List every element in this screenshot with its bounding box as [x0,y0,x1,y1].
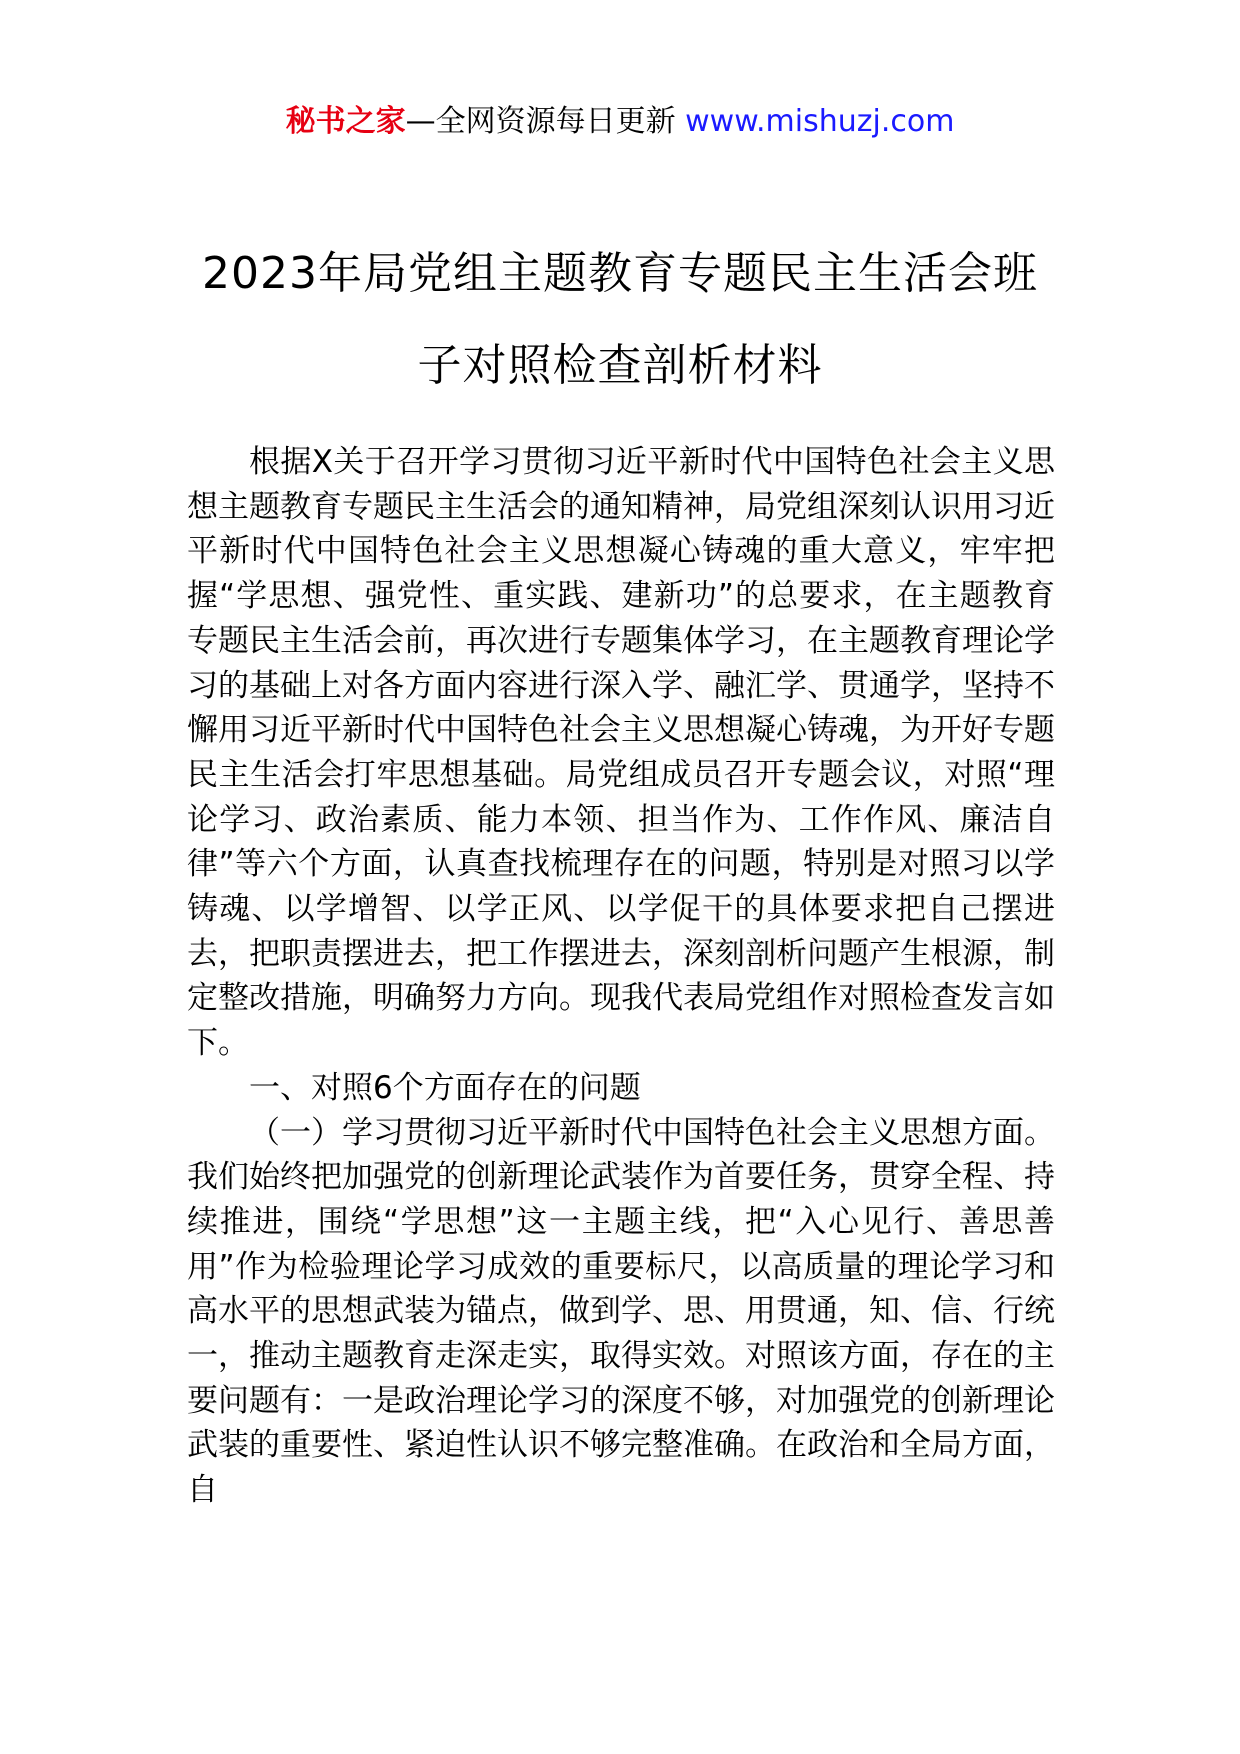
title-line-2: 子对照检查剖析材料 [417,340,823,391]
header-slogan: —全网资源每日更新 [405,104,676,139]
site-url-link[interactable]: www.mishuzj.com [685,104,955,139]
document-body [187,440,1055,1513]
brand-name: 秘书之家 [285,104,406,139]
intro-paragraph: 根据X关于召开学习贯彻习近平新时代中国特色社会主义思想主题教育专题民主生活会的通知精神，局党组深刻认识用习近平新时代中国特色社会主义思想凝心铸魂的重大意义，牢牢把握“学思想、强党性、重实践、建新功”的总要求，在主题教育专题民主生活会前，再次进行专题集体学习，在主题教育理论学习的基础上对各方面内容进行深入学、融汇学、贯通学，坚持不懈用习近平新时代中国特色社会主义思想凝心铸魂，为开好专题民主生活会打牢思想基础。局党组成员召开专题会议，对照“理论学习、政治素质、能力本领、担当作为、工作作风、廉洁自律”等六个方面，认真查找梳理存在的问题，特别是对照习以学铸魂、以学增智、以学正风、以学促干的具体要求把自己摆进去，把职责摆进去，把工作摆进去，深刻剖析问题产生根源，制定整改措施，明确努力方向。现我代表局党组作对照检查发言如下。 [187,444,1055,1062]
title-line-1: 2023年局党组主题教育专题民主生活会班 [202,248,1038,299]
section-heading-1: 一、对照6个方面存在的问题 [249,1069,641,1106]
document-title [120,228,1120,412]
site-header [0,100,1240,144]
subsection-paragraph-1: （一）学习贯彻习近平新时代中国特色社会主义思想方面。我们始终把加强党的创新理论武装作为首要任务，贯穿全程、持续推进，围绕“学思想”这一主题主线，把“入心见行、善思善用”作为检验理论学习成效的重要标尺，以高质量的理论学习和高水平的思想武装为锚点，做到学、思、用贯通，知、信、行统一，推动主题教育走深走实，取得实效。对照该方面，存在的主要问题有：一是政治理论学习的深度不够，对加强党的创新理论武装的重要性、紧迫性认识不够完整准确。在政治和全局方面，自 [187,1114,1055,1509]
